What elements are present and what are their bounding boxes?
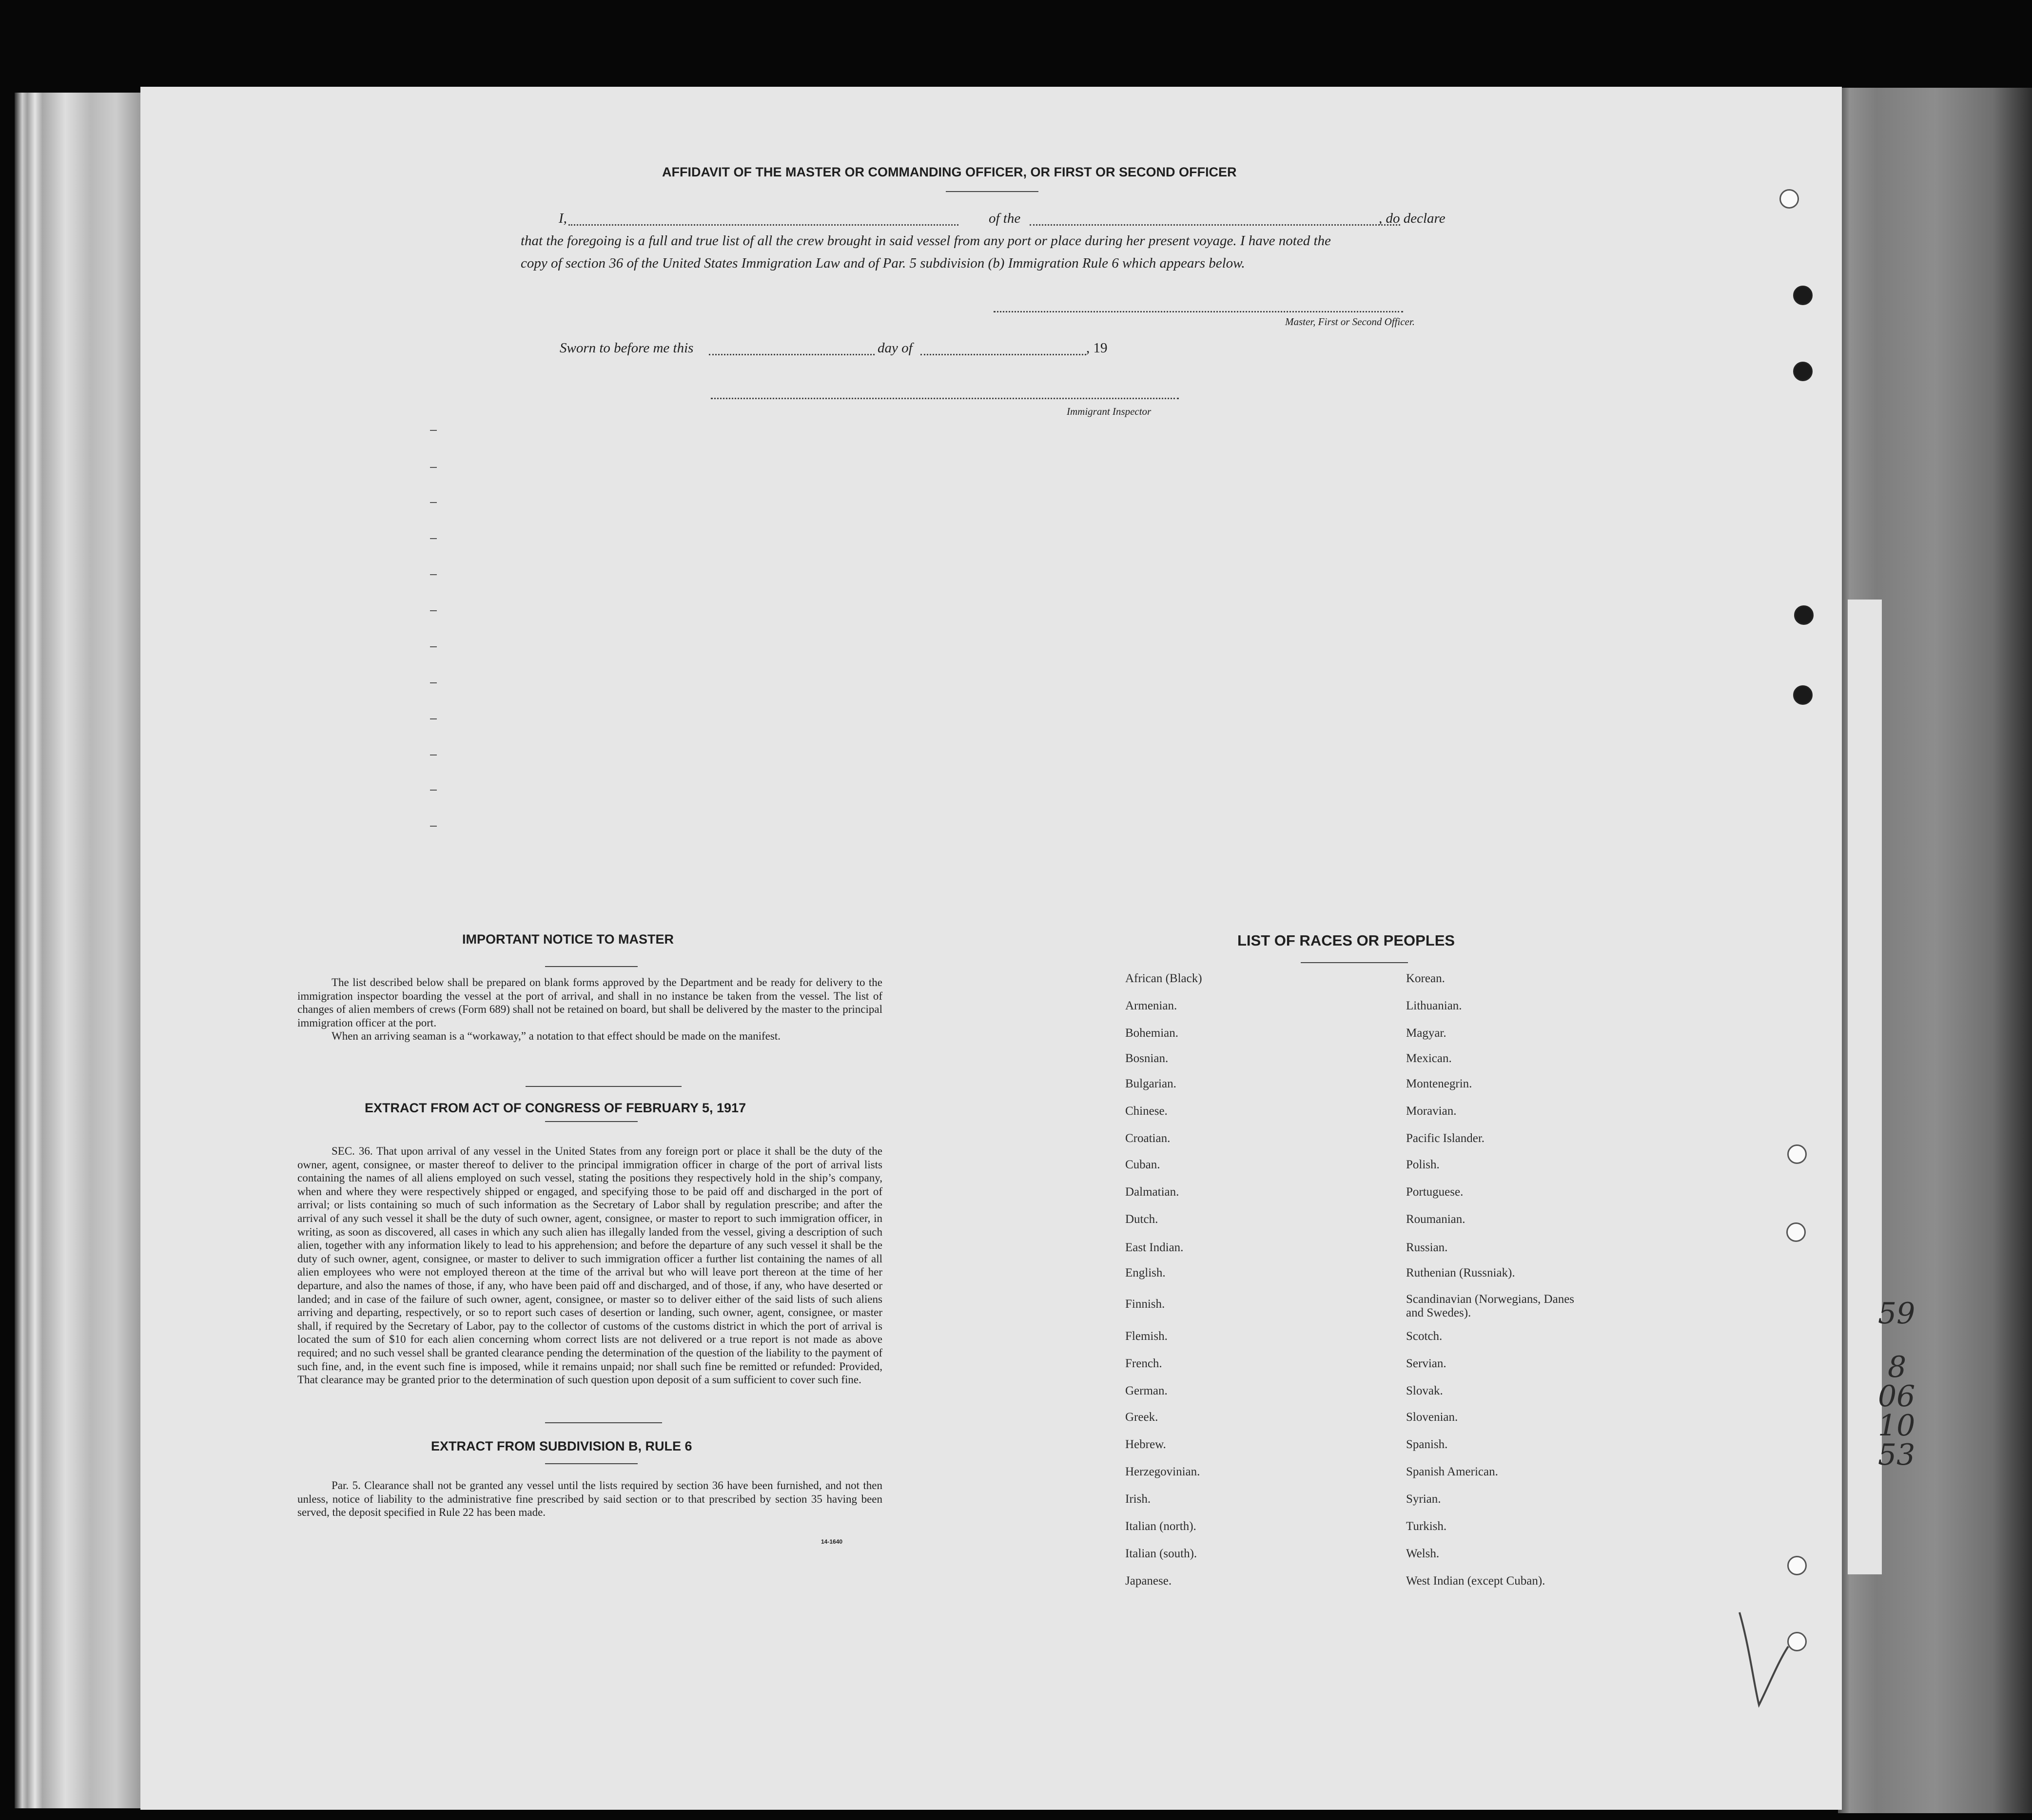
punch-hole xyxy=(1793,362,1813,381)
race-item: Armenian. xyxy=(1125,999,1177,1012)
race-item: Hebrew. xyxy=(1125,1438,1166,1451)
race-item: Finnish. xyxy=(1125,1297,1165,1311)
race-item: West Indian (except Cuban). xyxy=(1406,1574,1545,1588)
race-item: Mexican. xyxy=(1406,1052,1452,1065)
margin-mark xyxy=(430,646,437,647)
affidavit-of-the: of the xyxy=(989,211,1021,226)
race-item: Bulgarian. xyxy=(1125,1077,1176,1090)
race-item: Russian. xyxy=(1406,1241,1448,1254)
race-item: Scotch. xyxy=(1406,1330,1443,1343)
race-item: Chinese. xyxy=(1125,1104,1168,1118)
races-rule xyxy=(1301,962,1408,963)
race-item: East Indian. xyxy=(1125,1241,1184,1254)
race-item: Bosnian. xyxy=(1125,1052,1169,1065)
race-item: Turkish. xyxy=(1406,1520,1447,1533)
notice-title: IMPORTANT NOTICE TO MASTER xyxy=(462,932,674,947)
race-item: African (Black) xyxy=(1125,972,1202,985)
race-item: Polish. xyxy=(1406,1158,1440,1171)
affidavit-i: I, xyxy=(559,211,567,226)
notice-rule xyxy=(545,966,638,967)
punch-hole xyxy=(1779,189,1799,209)
race-item: French. xyxy=(1125,1357,1162,1370)
race-item: Magyar. xyxy=(1406,1026,1446,1040)
form-number: 14-1640 xyxy=(821,1538,843,1545)
title-rule xyxy=(946,191,1038,192)
section-rule-2 xyxy=(545,1422,662,1423)
pencil-figure: 59 xyxy=(1878,1297,1915,1331)
margin-mark xyxy=(430,610,437,611)
punch-hole xyxy=(1793,286,1813,305)
signature-blank[interactable] xyxy=(994,311,1403,312)
punch-hole xyxy=(1794,605,1814,625)
race-item: Moravian. xyxy=(1406,1104,1457,1118)
race-item: Greek. xyxy=(1125,1411,1158,1424)
pencil-figure: 10 xyxy=(1878,1409,1915,1443)
race-item: Japanese. xyxy=(1125,1574,1172,1588)
notice-para1: The list described below shall be prepared on blank forms approved by the Department and be ready for delivery to the immigration inspector boarding the vessel at the port of arrival, and shall in no instance be taken from the vessel. The list of changes of alien members of crews (Form 689) shall not be retained on board, but shall be delivered by the master to the principal immigration officer at the port. xyxy=(297,976,882,1029)
race-item: Dutch. xyxy=(1125,1213,1158,1226)
section-rule xyxy=(526,1086,682,1087)
margin-mark xyxy=(430,682,437,683)
punch-hole xyxy=(1793,685,1813,705)
margin-mark xyxy=(430,538,437,539)
margin-mark xyxy=(430,790,437,791)
inserted-slip xyxy=(1848,600,1882,1574)
margin-mark xyxy=(430,574,437,575)
extract-act-rule xyxy=(545,1121,638,1122)
race-item: Italian (north). xyxy=(1125,1520,1196,1533)
race-item: Portuguese. xyxy=(1406,1185,1464,1199)
inspector-label: Immigrant Inspector xyxy=(1067,406,1152,417)
race-item: Slovenian. xyxy=(1406,1411,1458,1424)
races-title: LIST OF RACES OR PEOPLES xyxy=(1237,932,1455,949)
extract-act-title: EXTRACT FROM ACT OF CONGRESS OF FEBRUARY 5, 1917 xyxy=(365,1101,746,1115)
race-item: Montenegrin. xyxy=(1406,1077,1472,1090)
race-item: English. xyxy=(1125,1266,1166,1279)
vessel-blank[interactable] xyxy=(1030,224,1400,226)
race-item: Syrian. xyxy=(1406,1492,1441,1506)
margin-mark xyxy=(430,718,437,719)
affidavit-line3: copy of section 36 of the United States Immigration Law and of Par. 5 subdivision (b) Immigration Rule 6 which appears below. xyxy=(521,255,1245,271)
margin-mark xyxy=(430,502,437,503)
affidavit-line2: that the foregoing is a full and true list of all the crew brought in said vessel from any port or place during her present voyage. I have noted the xyxy=(521,233,1331,249)
punch-hole xyxy=(1787,1144,1807,1164)
sworn-year: , 19 xyxy=(1086,340,1108,356)
punch-hole xyxy=(1787,1556,1807,1575)
day-blank[interactable] xyxy=(709,354,875,355)
sworn-day-of: day of xyxy=(878,340,913,356)
race-item: Roumanian. xyxy=(1406,1213,1465,1226)
race-item: Spanish American. xyxy=(1406,1465,1498,1478)
race-item: Korean. xyxy=(1406,972,1445,985)
manifest-page xyxy=(140,87,1842,1810)
margin-mark xyxy=(430,430,437,431)
race-item: Lithuanian. xyxy=(1406,999,1462,1012)
race-item: Scandinavian (Norwegians, Danes and Swedes). xyxy=(1406,1293,1575,1319)
extract-rule-title: EXTRACT FROM SUBDIVISION B, RULE 6 xyxy=(431,1439,692,1453)
race-item: Spanish. xyxy=(1406,1438,1448,1451)
notice-para2: When an arriving seaman is a “workaway,” a notation to that effect should be made on the manifest. xyxy=(332,1030,781,1042)
race-item: Irish. xyxy=(1125,1492,1151,1506)
extract-rule-rule xyxy=(545,1463,638,1464)
binder-left-edge xyxy=(15,93,141,1808)
name-blank[interactable] xyxy=(568,224,958,226)
race-item: Bohemian. xyxy=(1125,1026,1179,1040)
affidavit-title: AFFIDAVIT OF THE MASTER OR COMMANDING OFFICER, OR FIRST OR SECOND OFFICER xyxy=(662,165,1237,179)
pencil-figure: 53 xyxy=(1878,1438,1915,1472)
inspector-blank[interactable] xyxy=(711,398,1179,399)
race-item: Herzegovinian. xyxy=(1125,1465,1200,1478)
race-item: German. xyxy=(1125,1384,1168,1397)
race-item: Pacific Islander. xyxy=(1406,1132,1485,1145)
margin-mark xyxy=(430,826,437,827)
race-item: Cuban. xyxy=(1125,1158,1160,1171)
race-item: Italian (south). xyxy=(1125,1547,1197,1560)
month-blank[interactable] xyxy=(920,354,1086,355)
affidavit-do-declare: , do declare xyxy=(1379,211,1446,226)
race-item: Dalmatian. xyxy=(1125,1185,1179,1199)
sworn-prefix: Sworn to before me this xyxy=(560,340,694,356)
race-item: Ruthenian (Russniak). xyxy=(1406,1266,1515,1279)
punch-hole xyxy=(1786,1222,1806,1242)
extract-act-para: SEC. 36. That upon arrival of any vessel in the United States from any foreign port or place it shall be the duty of the owner, agent, consignee, or master thereof to deliver to the principal immigration officer in charge of the port of arrival lists containing the names of all aliens employed on such vessel, stating the positions they respectively hold in the ship’s company, when and where they were respectively shipped or engaged, and specifying those to be paid off and discharged in the port of arrival; or lists containing so much of such information as the Secretary of Labor shall by regulation prescribe; and after the arrival of any such vessel it shall be the duty of such owner, agent, consignee, or master to report to such immigration officer, in writing, as soon as discovered, all cases in which any such alien has illegally landed from the vessel, giving a description of such alien, together with any information likely to lead to his apprehension; and before the departure of any such vessel it shall be the duty of such owner, agent, consignee, or master to deliver to such immigration officer a further list containing the names of all alien employees who were not employed thereon at the time of the arrival but who will leave port thereon at the time of her departure, and also the names of those, if any, who have been paid off and discharged, and of those, if any, who have deserted or landed; and in case of the failure of such owner, agent, consignee, or master so to deliver either of the said lists of such aliens arriving and departing, respectively, or so to report such cases of desertion or landing, such owner, agent, consignee, or master shall, if required by the Secretary of Labor, pay to the collector of customs of the customs district in which the port of arrival is located the sum of $10 for each alien concerning whom correct lists are not delivered or a true report is not made as above required; and no such vessel shall be granted clearance pending the determination of the question of the liability to the payment of such fine, and, in the event such fine is imposed, while it remains unpaid; nor shall such fine be remitted or refunded: Provided, That clearance may be granted prior to the determination of such question upon deposit of a sum sufficient to cover such fine. xyxy=(297,1145,882,1386)
extract-rule-para: Par. 5. Clearance shall not be granted any vessel until the lists required by section 36 have been furnished, and not then unless, notice of liability to the administrative fine prescribed by said section or to that prescribed by section 35 having been served, the deposit specified in Rule 22 has been made. xyxy=(297,1479,882,1519)
pencil-figure: 8 xyxy=(1888,1350,1907,1384)
race-item: Servian. xyxy=(1406,1357,1446,1370)
signature-label: Master, First or Second Officer. xyxy=(1285,316,1415,328)
margin-mark xyxy=(430,467,437,468)
race-item: Flemish. xyxy=(1125,1330,1168,1343)
race-item: Welsh. xyxy=(1406,1547,1440,1560)
pencil-check-mark xyxy=(1735,1607,1793,1715)
race-item: Croatian. xyxy=(1125,1132,1171,1145)
pencil-figure: 06 xyxy=(1878,1379,1915,1413)
race-item: Slovak. xyxy=(1406,1384,1443,1397)
